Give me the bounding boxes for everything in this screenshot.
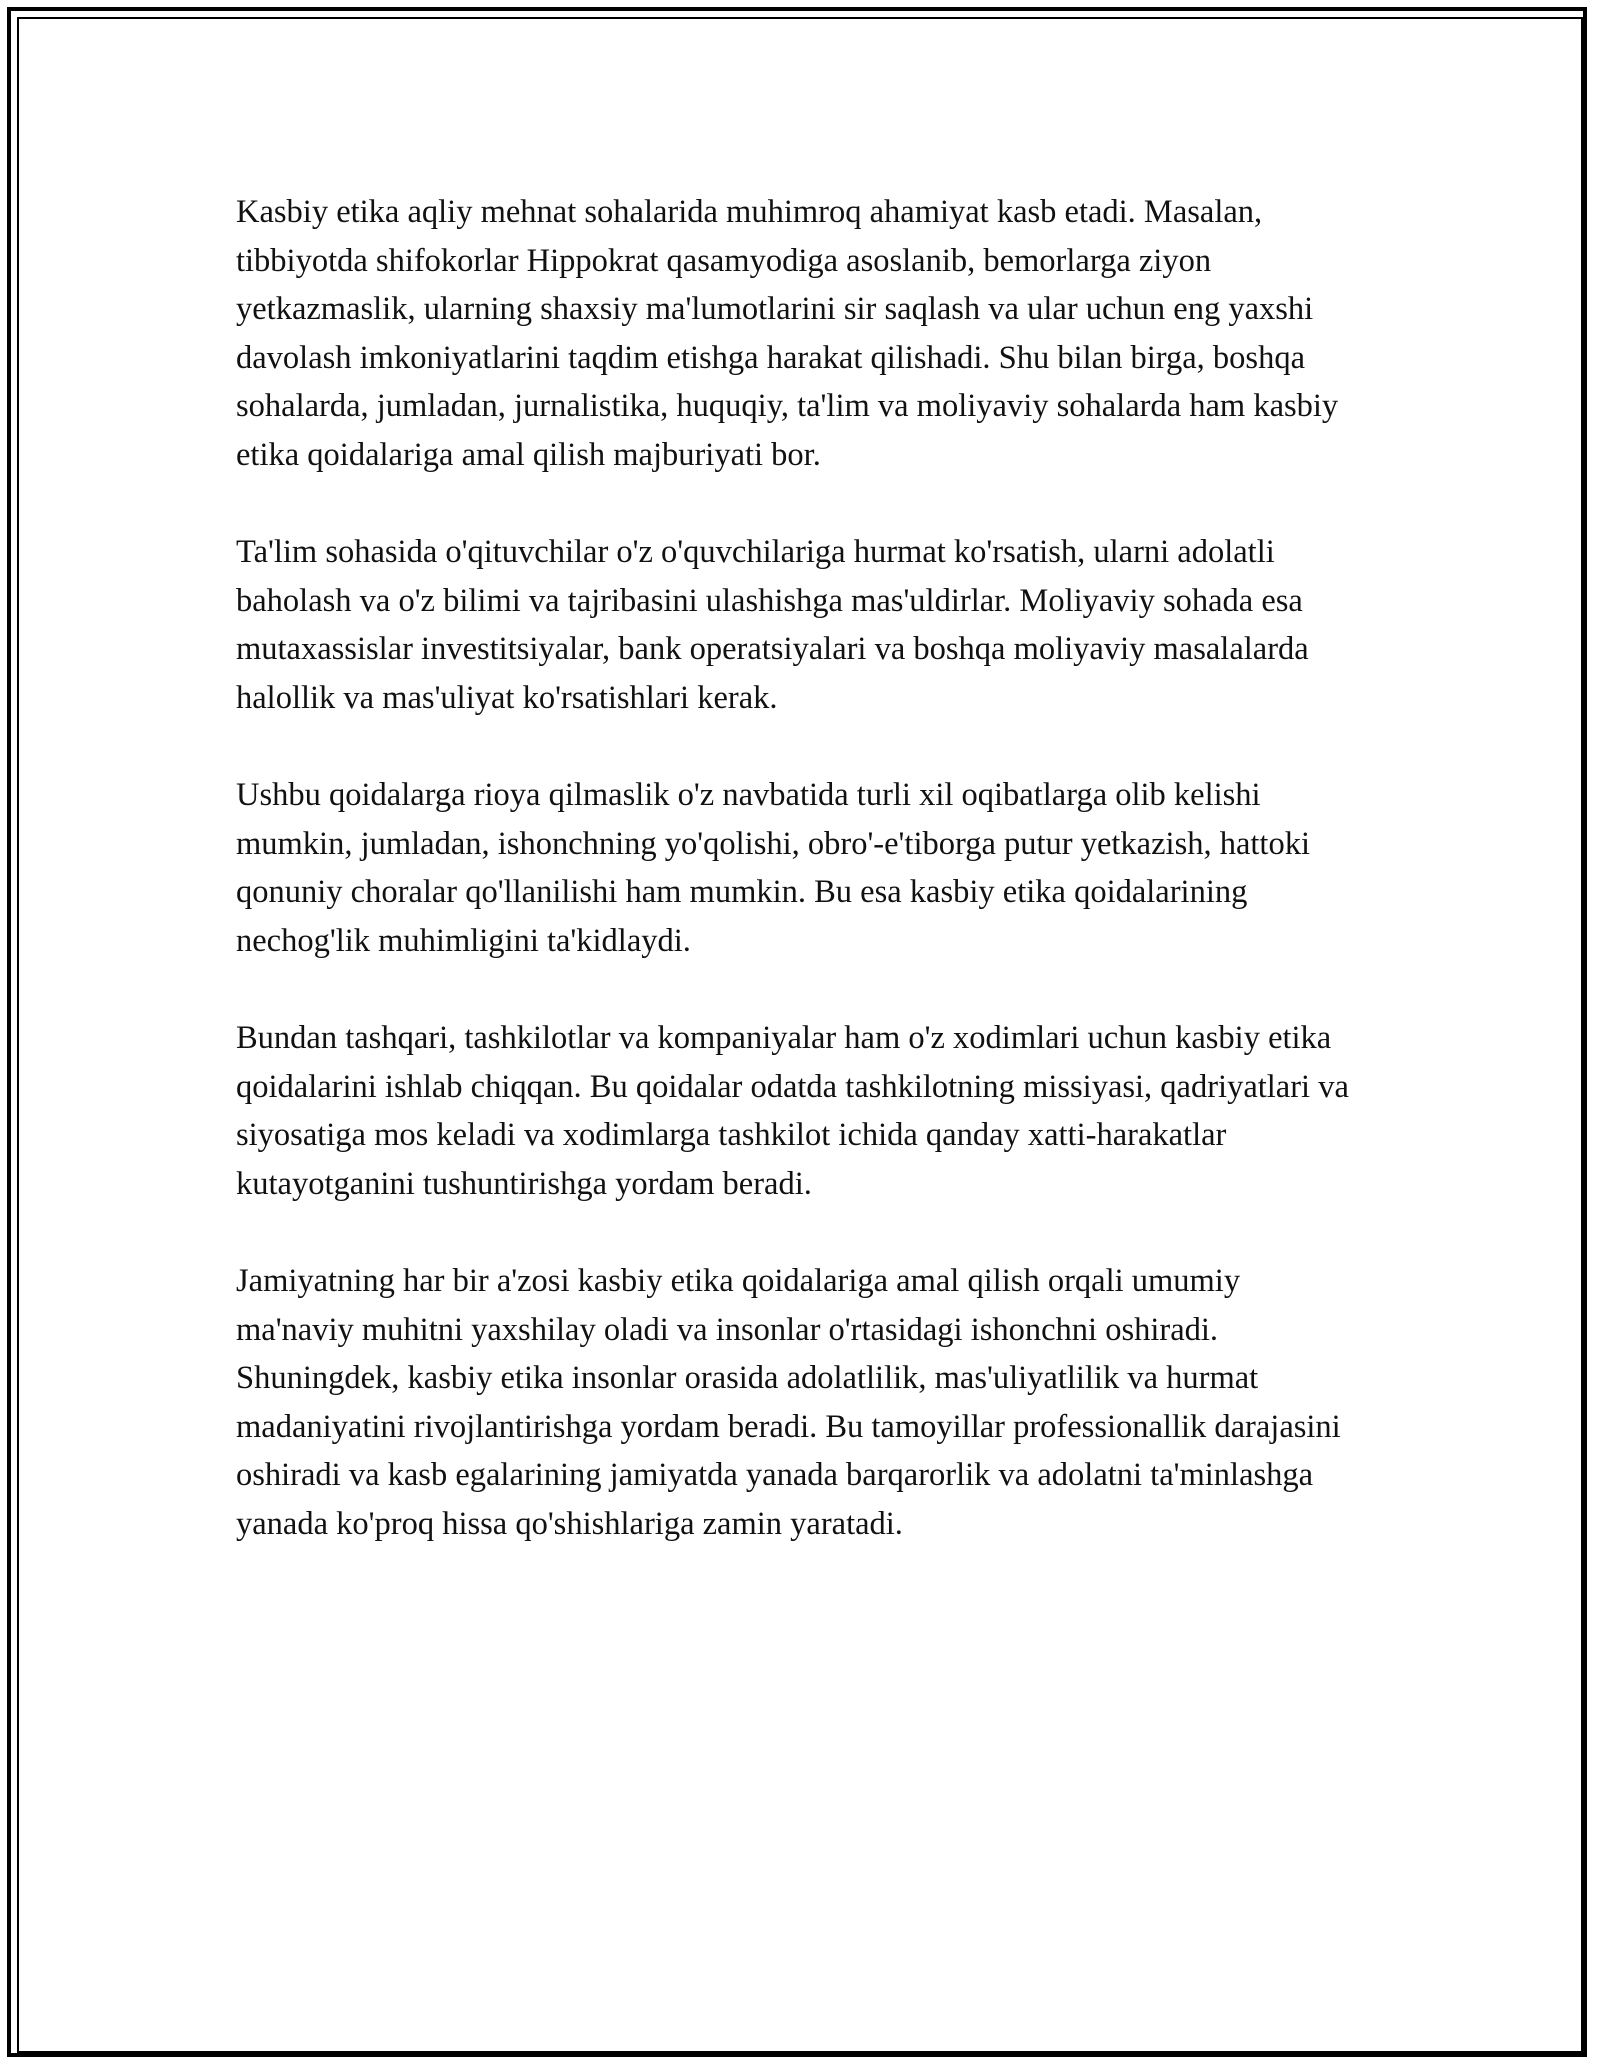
paragraph-3: Ushbu qoidalarga rioya qilmaslik o'z navbatida turli xil oqibatlarga olib kelishi mumkin, jumladan, ishonchning yo'qolishi, obro'-e'tiborga putur yetkazish, hattoki qonuniy choralar qo'llanilishi ham mumkin. Bu esa kasbiy etika qoidalarining nechog'lik muhimligini ta'kidlaydi.: [236, 777, 1310, 959]
paragraph-4: Bundan tashqari, tashkilotlar va kompaniyalar ham o'z xodimlari uchun kasbiy etika qoidalarini ishlab chiqqan. Bu qoidalar odatda tashkilotning missiyasi, qadriyatlari va siyosatiga mos keladi va xodimlarga tashkilot ichida qanday xatti-harakatlar kutayotganini tushuntirishga yordam beradi.: [236, 1020, 1349, 1202]
paragraph-1: Kasbiy etika aqliy mehnat sohalarida muhimroq ahamiyat kasb etadi. Masalan, tibbiyotda shifokorlar Hippokrat qasamyodiga asoslanib, bemorlarga ziyon yetkazmaslik, ularning shaxsiy ma'lumotlarini sir saqlash va ular uchun eng yaxshi davolash imkoniyatlarini taqdim etishga harakat qilishadi. Shu bilan birga, boshqa sohalarda, jumladan, jurnalistika, huquqiy, ta'lim va moliyaviy sohalarda ham kasbiy etika qoidalariga amal qilish majburiyati bor.: [236, 194, 1339, 473]
document-body: [236, 188, 1364, 1597]
paragraph-5: Jamiyatning har bir a'zosi kasbiy etika qoidalariga amal qilish orqali umumiy ma'naviy muhitni yaxshilay oladi va insonlar o'rtasidagi ishonchni oshiradi. Shuningdek, kasbiy etika insonlar orasida adolatlilik, mas'uliyatlilik va hurmat madaniyatini rivojlantirishga yordam beradi. Bu tamoyillar professionallik darajasini oshiradi va kasb egalarining jamiyatda yanada barqarorlik va adolatni ta'minlashga yanada ko'proq hissa qo'shishlariga zamin yaratadi.: [236, 1263, 1341, 1542]
paragraph-2: Ta'lim sohasida o'qituvchilar o'z o'quvchilariga hurmat ko'rsatish, ularni adolatli baholash va o'z bilimi va tajribasini ulashishga mas'uldirlar. Moliyaviy sohada esa mutaxassislar investitsiyalar, bank operatsiyalari va boshqa moliyaviy masalalarda halollik va mas'uliyat ko'rsatishlari kerak.: [236, 534, 1309, 716]
